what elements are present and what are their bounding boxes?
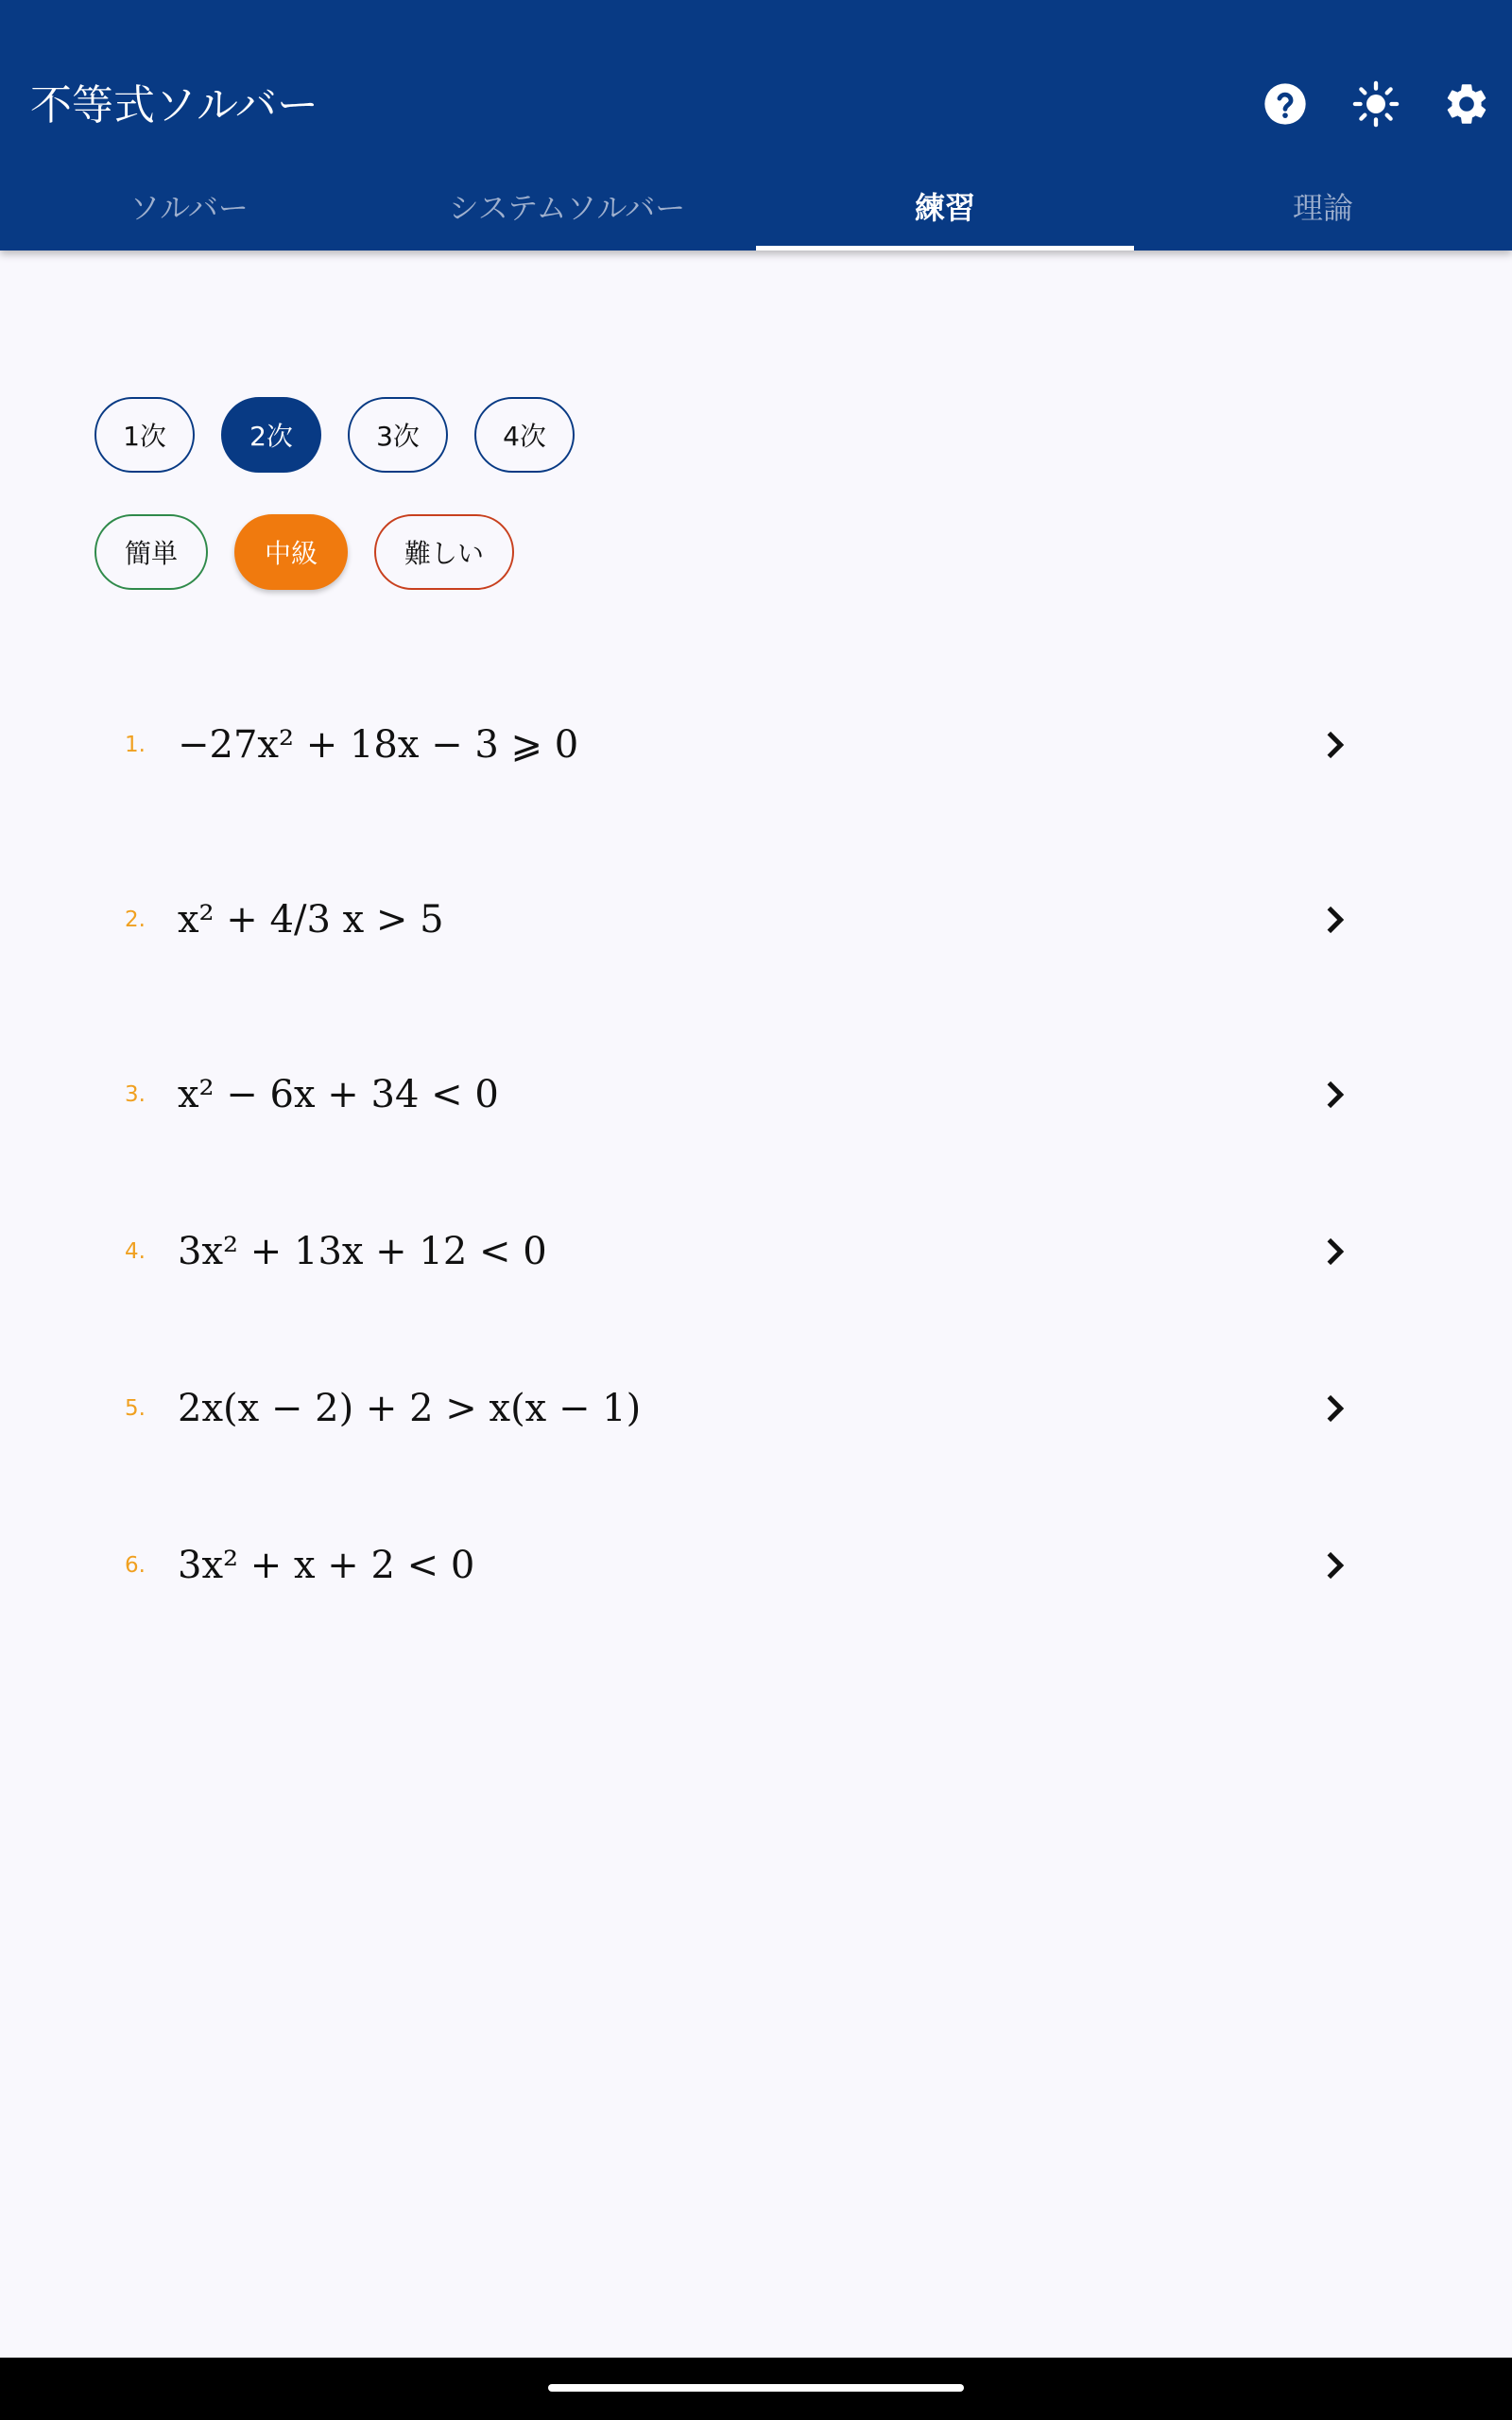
difficulty-chip-hard[interactable]: 難しい [374, 514, 514, 590]
chevron-right-icon [1308, 1539, 1361, 1592]
problem-item[interactable] [94, 688, 1380, 802]
degree-chip-1[interactable]: 1次 [94, 397, 195, 473]
difficulty-chip-intermediate[interactable]: 中級 [234, 514, 348, 590]
degree-chip-3[interactable]: 3次 [348, 397, 448, 473]
degree-chip-2[interactable]: 2次 [221, 397, 321, 473]
tab-bar [0, 170, 1512, 251]
problem-item[interactable] [94, 1352, 1380, 1465]
chevron-right-icon [1308, 1382, 1361, 1435]
app-bar [0, 0, 1512, 251]
problem-number: 6. [125, 1553, 146, 1578]
problem-item[interactable] [94, 1195, 1380, 1308]
tab-solver[interactable]: ソルバー [129, 190, 249, 226]
degree-filter-row [94, 397, 575, 473]
problem-expression: −27x² + 18x − 3 ⩾ 0 [178, 723, 579, 767]
app-title: 不等式ソルバー [30, 81, 318, 130]
problem-number: 1. [125, 733, 146, 757]
problem-number: 2. [125, 908, 146, 932]
chevron-right-icon [1308, 1225, 1361, 1278]
home-gesture-handle[interactable] [548, 2384, 964, 2392]
chevron-right-icon [1308, 718, 1361, 771]
problem-item[interactable] [94, 863, 1380, 977]
problem-number: 3. [125, 1082, 146, 1107]
help-icon[interactable] [1259, 78, 1312, 130]
problem-expression: 3x² + 13x + 12 < 0 [178, 1230, 547, 1273]
chevron-right-icon [1308, 893, 1361, 946]
problem-expression: x² − 6x + 34 < 0 [178, 1073, 499, 1116]
problem-number: 4. [125, 1239, 146, 1264]
brightness-icon[interactable] [1349, 78, 1402, 130]
chevron-right-icon [1308, 1068, 1361, 1121]
difficulty-chip-easy[interactable]: 簡単 [94, 514, 208, 590]
degree-chip-4[interactable]: 4次 [474, 397, 575, 473]
problem-item[interactable] [94, 1509, 1380, 1622]
problem-item[interactable] [94, 1038, 1380, 1151]
tab-theory[interactable]: 理論 [1292, 190, 1353, 226]
settings-icon[interactable] [1440, 78, 1493, 130]
tab-system-solver[interactable]: システムソルバー [448, 190, 686, 226]
problem-number: 5. [125, 1396, 146, 1421]
problem-expression: 2x(x − 2) + 2 > x(x − 1) [178, 1387, 642, 1430]
problem-expression: 3x² + x + 2 < 0 [178, 1544, 475, 1587]
problem-expression: x² + 4/3 x > 5 [178, 898, 444, 942]
tab-practice[interactable]: 練習 [756, 170, 1134, 251]
difficulty-filter-row [94, 514, 514, 590]
